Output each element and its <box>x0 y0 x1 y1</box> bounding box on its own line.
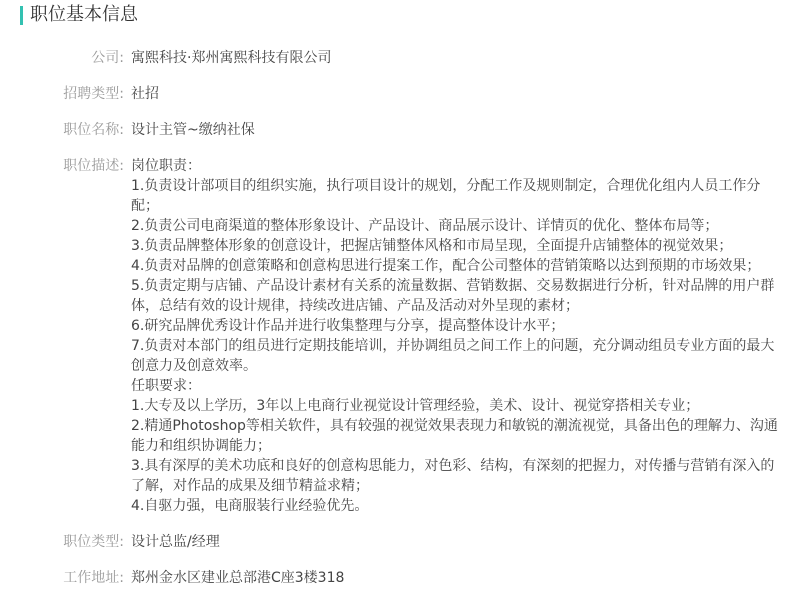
company-label: 公司: <box>91 50 124 66</box>
description-row <box>0 156 810 516</box>
section-header <box>0 0 810 30</box>
description-line: 2.精通Photoshop等相关软件，具有较强的视觉效果表现力和敏锐的潮流视觉，具备出色的理解力、沟通能力和组织协调能力； <box>131 418 778 454</box>
company-value: 寓熙科技·郑州寓熙科技有限公司 <box>131 50 332 66</box>
job-title-label: 职位名称: <box>63 122 124 138</box>
job-title-row <box>0 120 810 140</box>
description-label: 职位描述: <box>63 158 124 174</box>
description-line: 5.负责定期与店铺、产品设计素材有关系的流量数据、营销数据、交易数据进行分析，针对品牌的用户群体，总结有效的设计规律，持续改进店铺、产品及活动对外呈现的素材； <box>131 278 775 314</box>
accent-bar <box>20 6 23 25</box>
recruit-type-row <box>0 84 810 104</box>
description-line: 2.负责公司电商渠道的整体形象设计、产品设计、商品展示设计、详情页的优化、整体布局等； <box>131 218 719 234</box>
section-title: 职位基本信息 <box>30 4 138 25</box>
address-row <box>0 568 810 588</box>
job-category-label: 职位类型: <box>63 534 124 550</box>
recruit-type-label: 招聘类型: <box>63 86 124 102</box>
job-info-fields <box>0 48 810 604</box>
address-value: 郑州金水区建业总部港C座3楼318 <box>131 570 345 586</box>
description-line: 4.负责对品牌的创意策略和创意构思进行提案工作，配合公司整体的营销策略以达到预期的市场效果； <box>131 258 761 274</box>
description-text <box>131 156 781 516</box>
description-line: 3.负责品牌整体形象的创意设计，把握店铺整体风格和市局呈现，全面提升店铺整体的视觉效果； <box>131 238 733 254</box>
recruit-type-value: 社招 <box>131 86 159 102</box>
description-line: 1.负责设计部项目的组织实施，执行项目设计的规划，分配工作及规则制定，合理优化组内人员工作分配； <box>131 178 761 214</box>
description-line: 6.研究品牌优秀设计作品并进行收集整理与分享，提高整体设计水平； <box>131 318 565 334</box>
job-category-row <box>0 532 810 552</box>
description-line: 3.具有深厚的美术功底和良好的创意构思能力，对色彩、结构，有深刻的把握力，对传播与营销有深入的了解，对作品的成果及细节精益求精； <box>131 458 775 494</box>
description-line: 7.负责对本部门的组员进行定期技能培训，并协调组员之间工作上的问题，充分调动组员专业方面的最大创意力及创意效率。 <box>131 338 775 374</box>
description-line: 4.自驱力强，电商服装行业经验优先。 <box>131 498 369 514</box>
job-title-value: 设计主管~缴纳社保 <box>131 122 255 138</box>
responsibilities-heading: 岗位职责： <box>131 158 201 174</box>
requirements-heading: 任职要求： <box>131 378 201 394</box>
description-line: 1.大专及以上学历，3年以上电商行业视觉设计管理经验，美术、设计、视觉穿搭相关专业； <box>131 398 700 414</box>
job-category-value: 设计总监/经理 <box>131 534 220 550</box>
address-label: 工作地址: <box>63 570 124 586</box>
company-row <box>0 48 810 68</box>
